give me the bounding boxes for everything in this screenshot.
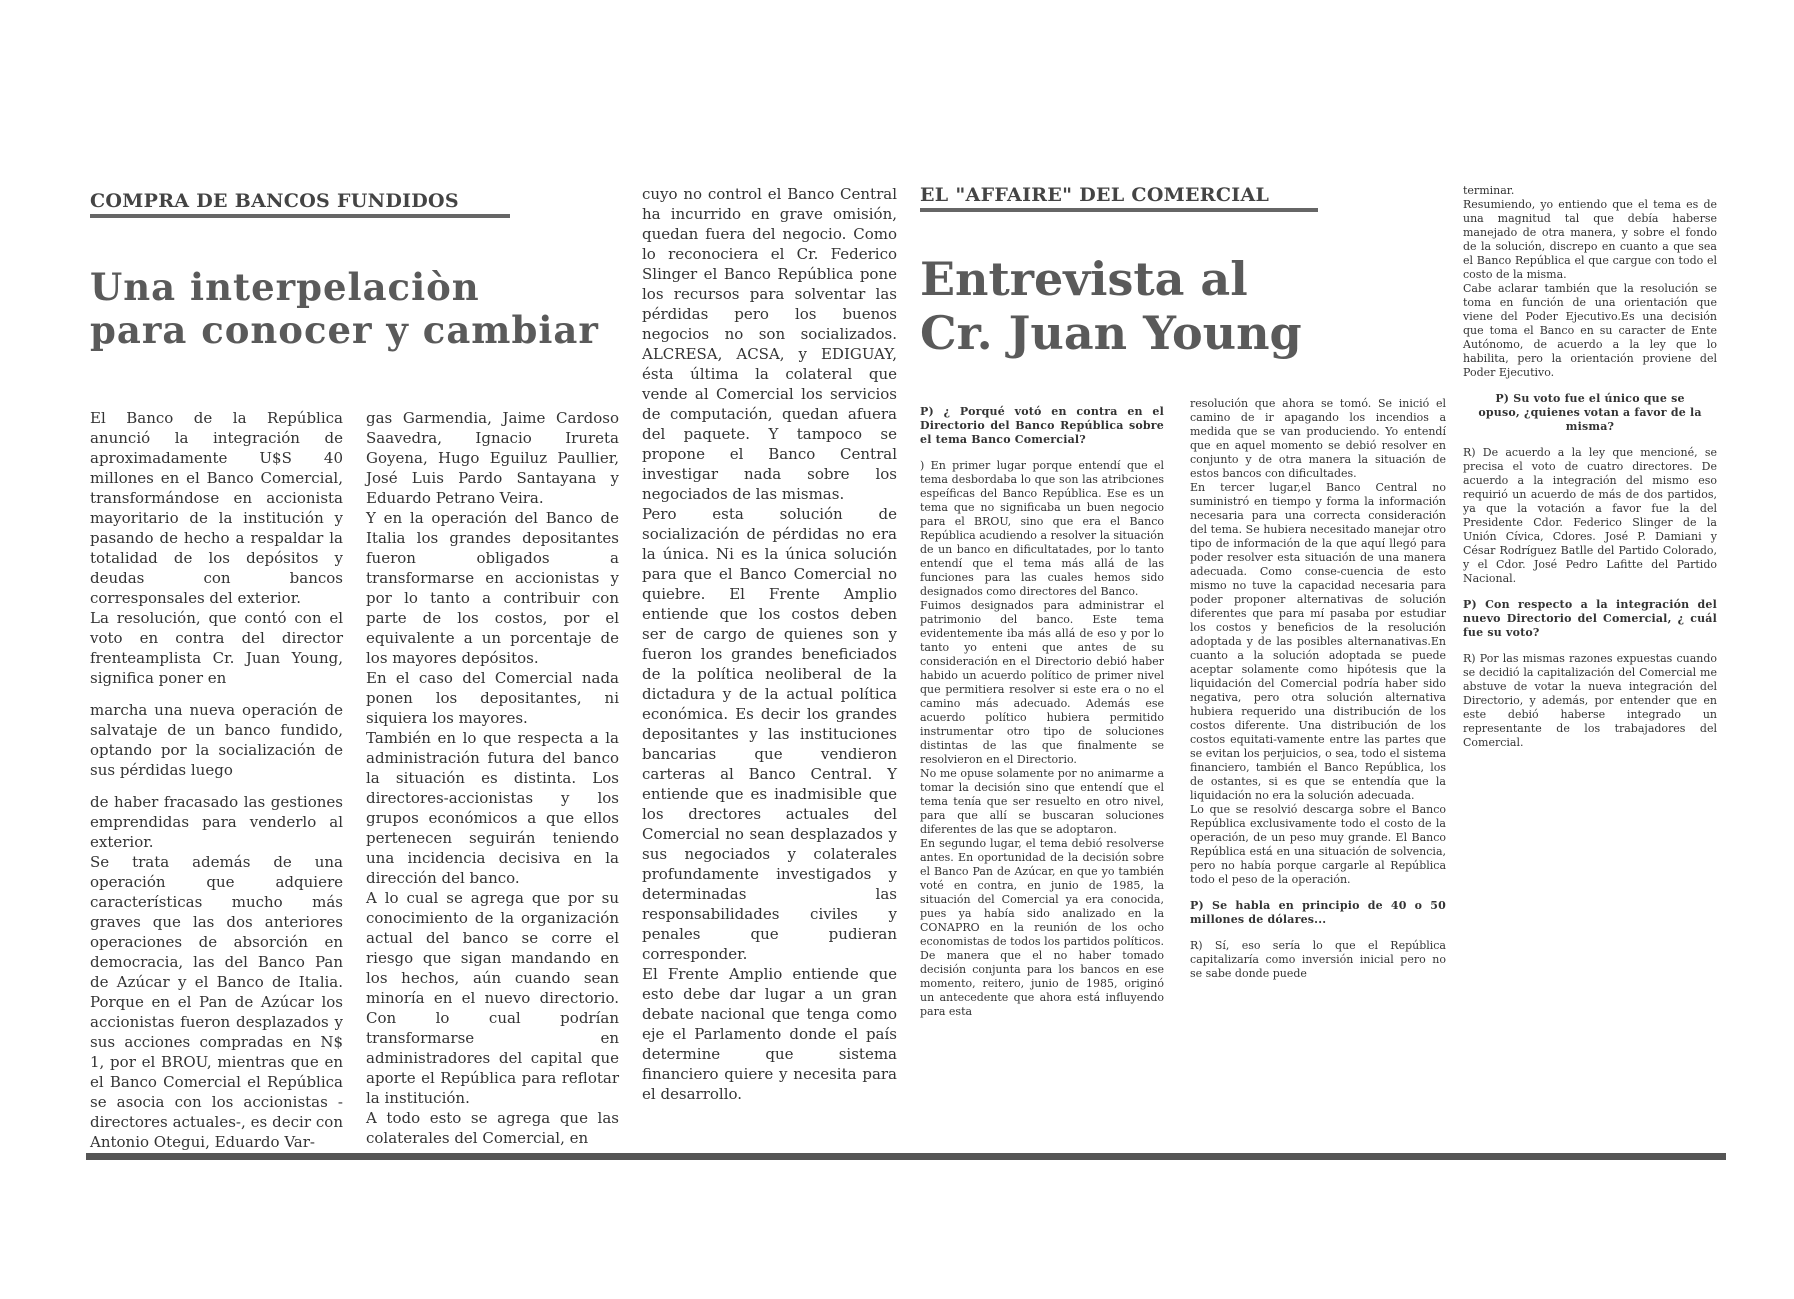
article-paragraph: También en lo que respecta a la administración futura del banco la situación es distinta. Los directores-accionistas y los grupos económicos a que ellos pertenecen seguirán teniendo una incidencia decisiva en la dirección del banco. [366,729,619,887]
article-paragraph: Se trata además de una operación que adquiere características mucho más graves que las dos anteriores operaciones de absorción en democracia, las del Banco Pan de Azúcar y el Banco de Italia. Porque en el Pan de Azúcar los accionistas fueron desplazados y sus acciones compradas en N$ 1, por el BROU, mientras que en el Banco Comercial el República se asocia con los accionistas -directores actuales-, es decir con Antonio Otegui, Eduardo Var- [90,853,343,1151]
interview-question: P) Con respecto a la integración del nuevo Directorio del Comercial, ¿ cuál fue su voto? [1463,598,1717,639]
article-paragraph: de haber fracasado las gestiones emprendidas para venderlo al exterior. [90,793,343,851]
interview-column-3 [1463,184,1717,750]
article2-headline-line: Entrevista al [920,252,1248,306]
article1-kicker: COMPRA DE BANCOS FUNDIDOS [90,190,510,218]
interview-answer: Resumiendo, yo entiendo que el tema es de una magnitud tal que debía haberse manejado de otra manera, y sobre el fondo de la solución, discrepo en cuanto a que sea el Banco República el que cargue con todo el costo de la misma. [1463,198,1717,281]
article2-headline-line: Cr. Juan Young [920,306,1302,360]
interview-question: P) Su voto fue el único que se opuso, ¿quienes votan a favor de la misma? [1478,392,1702,433]
interview-answer: No me opuse solamente por no animarme a tomar la decisión sino que entendí que el tema tenía que ser resuelto en otro nivel, para que allí se buscaran soluciones diferentes de las que se adoptaron. [920,767,1164,836]
interview-answer: R) Sí, eso sería lo que el República capitalizaría como inversión inicial pero no se sabe donde puede [1190,939,1446,980]
article1-column-3 [642,184,897,1104]
article2-kicker: EL "AFFAIRE" DEL COMERCIAL [920,184,1318,212]
article-paragraph: En el caso del Comercial nada ponen los depositantes, ni siquiera los mayores. [366,669,619,727]
interview-column-2 [1190,397,1446,981]
article-paragraph: cuyo no control el Banco Central ha incurrido en grave omisión, quedan fuera del negocio. Como lo reconociera el Cr. Federico Slinger el Banco República pone los recursos para solventar las pérdidas pero los buenos negocios no son socializados. ALCRESA, ACSA, y EDIGUAY, ésta última la colateral que vende al Comercial los servicios de computación, quedan afuera del paquete. Y tampoco se propone el Banco Central investigar nada sobre los negociados de las mismas. [642,185,897,503]
interview-answer: En segundo lugar, el tema debió resolverse antes. En oportunidad de la decisión sobre el Banco Pan de Azúcar, en que yo también voté en contra, en junio de 1985, la situación del Comercial ya era conocida, pues ya había sido analizado en la CONAPRO en la reunión de los ocho economistas de todos los partidos políticos. De manera que el no haber tomado decisión conjunta para los bancos en ese momento, reitero, junio de 1985, originó un antecedente que ahora está influyendo para esta [920,837,1164,1018]
bottom-rule-divider [86,1153,1726,1160]
article-paragraph: El Frente Amplio entiende que esto debe dar lugar a un gran debate nacional que tenga como eje el Parlamento donde el país determine que sistema financiero quiere y necesita para el desarrollo. [642,965,897,1103]
interview-answer: Fuimos designados para administrar el patrimonio del banco. Este tema evidentemente iba más allá de eso y por lo tanto yo enteni que antes de su consideración en el Directorio debió haber habido un acuerdo político de primer nivel que permitiera resolver si este era o no el camino más adecuado. Además ese acuerdo político hubiera permitido instrumentar otro tipo de soluciones distintas de las que finalmente se resolvieron en el Directorio. [920,599,1164,766]
interview-answer: Cabe aclarar también que la resolución se toma en función de una orientación que viene del Poder Ejecutivo.Es una decisión que toma el Banco en su caracter de Ente Autónomo, de acuerdo a la ley que lo habilita, pero la orientación proviene del Poder Ejecutivo. [1463,282,1717,379]
interview-answer: resolución que ahora se tomó. Se inició el camino de ir apagando los incendios a medida que se van produciendo. Yo entendí que en aquel momento se debió resolver en conjunto y de otra manera la situación de estos bancos con dificultades. [1190,397,1446,480]
interview-answer: En tercer lugar,el Banco Central no suministró en tiempo y forma la información necesaria para una correcta consideración del tema. Se hubiera necesitado manejar otro tipo de información de la que aquí llegó para poder resolver esta situación de una manera adecuada. Como conse-cuencia de esto mismo no tuve la capacidad necesaria para poder proponer alternativas de solución diferentes que para mí pasaba por estudiar los costos y beneficios de la resolución adoptada y de las posibles alternanativas.En cuanto a la solución adoptada se puede aceptar solamente como hipótesis que la liquidación del Comercial podría haber sido negativa, pero otra solución alternativa hubiera requerido una distribución de los costos diferente. Una distribución de los costos equitati-vamente entre las partes que se evitan los perjuicios, o sea, todo el sistema financiero, también el Banco República, los de ostantes, si es que se entendía que la liquidación no era la solución adecuada. [1190,481,1446,802]
interview-question: P) ¿ Porqué votó en contra en el Directorio del Banco República sobre el tema Banco Comercial? [920,405,1164,446]
interview-answer: terminar. [1463,184,1515,197]
article-paragraph: Pero esta solución de socialización de pérdidas no era la única. Ni es la única solución para que el Banco Comercial no quiebre. El Frente Amplio entiende que los costos deben ser de cargo de quienes son y fueron los grandes beneficiados de la política neoliberal de la dictadura y de la actual política económica. Es decir los grandes depositantes y las instituciones bancarias que vendieron carteras al Banco Central. Y entiende que es inadmisible que los drectores actuales del Comercial no sean desplazados y sus negociados y colaterales profundamente investigados y determinadas las responsabilidades civiles y penales que pudieran corresponder. [642,505,897,963]
article-paragraph: Y en la operación del Banco de Italia los grandes depositantes fueron obligados a transformarse en accionistas y por lo tanto a contribuir con parte de los costos, por el equivalente a un porcentaje de los mayores depósitos. [366,509,619,667]
article2-headline [920,252,1302,360]
article-paragraph: gas Garmendia, Jaime Cardoso Saavedra, Ignacio Irureta Goyena, Hugo Eguiluz Paullier, José Luis Pardo Santayana y Eduardo Petrano Veira. [366,409,619,507]
interview-answer: R) Por las mismas razones expuestas cuando se decidió la capitalización del Comercial me abstuve de votar la nueva integración del Directorio, y además, por entender que en este debió haberse integrado un representante de los trabajadores del Comercial. [1463,652,1717,749]
interview-answer: Lo que se resolvió descarga sobre el Banco República exclusivamente todo el costo de la operación, de un peso muy grande. El Banco República está en una situación de solvencia, pero no había porque cargarle al República todo el peso de la operación. [1190,803,1446,886]
article1-headline [90,266,599,352]
interview-column-1 [920,405,1164,1019]
article-paragraph: marcha una nueva operación de salvataje de un banco fundido, optando por la socialización de sus pérdidas luego [90,701,343,779]
article-paragraph: A todo esto se agrega que las colaterales del Comercial, en [366,1109,619,1147]
article1-column-2 [366,408,619,1148]
interview-answer: ) En primer lugar porque entendí que el tema desbordaba lo que son las atribciones espeíficas del Banco República. Ese es un tema que no significaba un buen negocio para el BROU, sino que era el Banco República acudiendo a resolver la situación de un banco en dificultatades, por lo tanto entendí que el tema más allá de las funciones para las cuales hemos sido designados como directores del Banco. [920,459,1164,598]
article1-column-1 [90,408,343,1152]
interview-answer: R) De acuerdo a la ley que mencioné, se precisa el voto de cuatro directores. De acuerdo a la integración del mismo eso requirió un acuerdo de más de dos partidos, ya que la votación a favor fue la del Presidente Cdor. Federico Slinger de la Unión Cívica, Cdores. José P. Damiani y César Rodríguez Batlle del Partido Colorado, y el Cdor. José Pedro Lafitte del Partido Nacional. [1463,446,1717,585]
article-paragraph: A lo cual se agrega que por su conocimiento de la organización actual del banco se corre el riesgo que sigan mandando en los hechos, aún cuando sean minoría en el nuevo directorio. Con lo cual podrían transformarse en administradores del capital que aporte el República para reflotar la institución. [366,889,619,1107]
article1-headline-line: para conocer y cambiar [90,308,599,352]
article1-headline-line: Una interpelaciòn [90,265,480,309]
interview-question: P) Se habla en principio de 40 o 50 millones de dólares... [1190,899,1446,926]
article-paragraph: La resolución, que contó con el voto en contra del director frenteamplista Cr. Juan Young, significa poner en [90,609,343,687]
article-paragraph: El Banco de la República anunció la integración de aproximadamente U$S 40 millones en el Banco Comercial, transformándose en accionista mayoritario de la institución y pasando de hecho a respaldar la totalidad de los depósitos y deudas con bancos corresponsales del exterior. [90,409,343,607]
